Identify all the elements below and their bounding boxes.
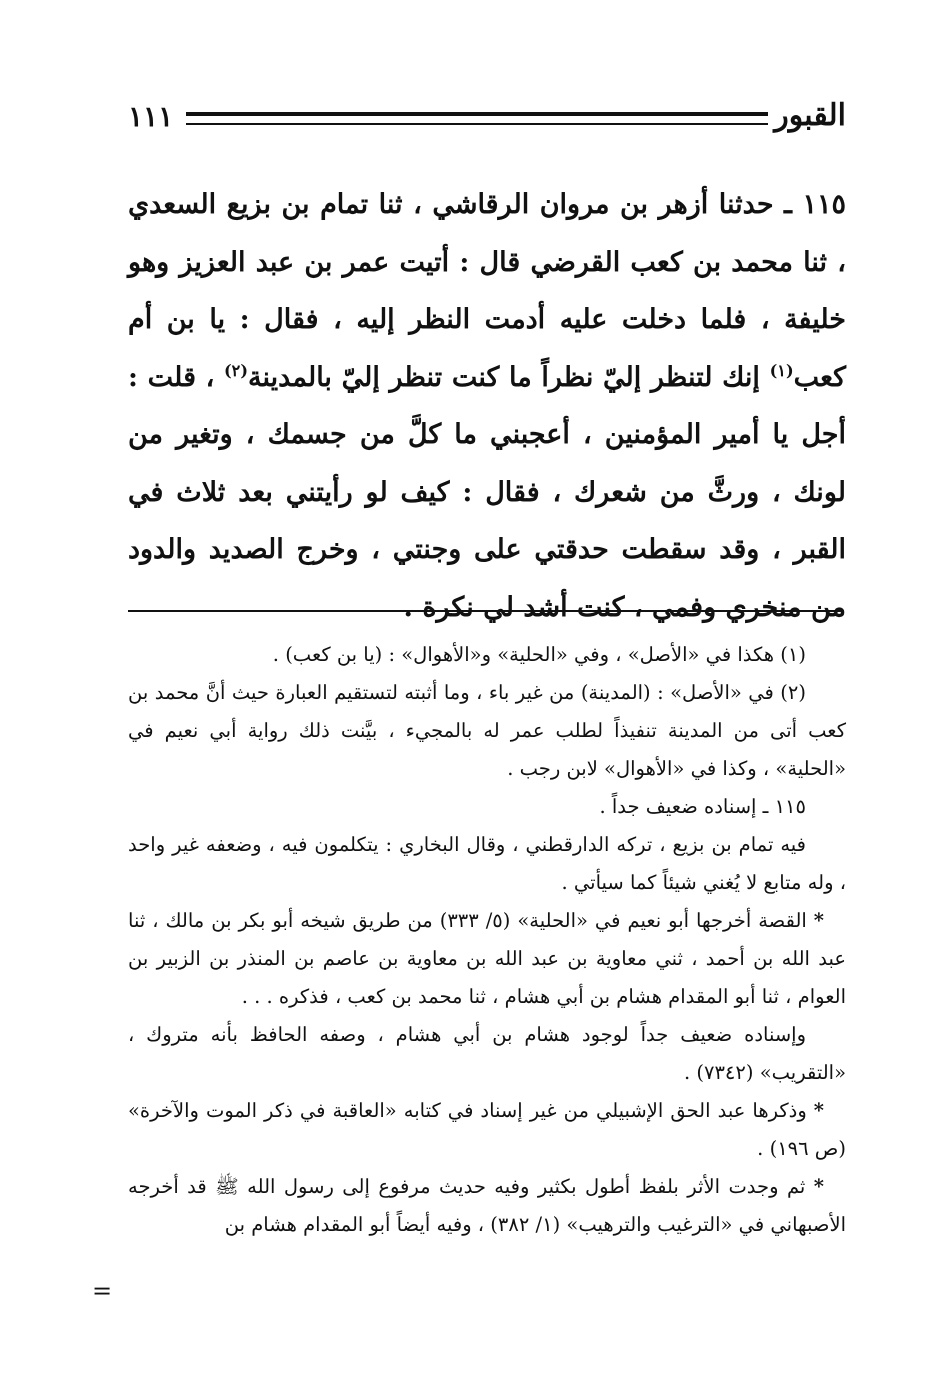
hadith-text-part-3: ، قلت : أجل يا أمير المؤمنين ، أعجبني ما كلَّ من جسمك ، وتغير من لونك ، ورثَّ من شعرك ، فقال : كيف لو رأيتني بعد ثلاث في القبر ، وقد سقطت حدقتي على وجنتي ، وخرج الصديد والدود من منخري وفمي ، كنت أشد لي نكرة . bbox=[128, 361, 846, 623]
commentary-paragraph-2-text: القصة أخرجها أبو نعيم في «الحلية» (٥/ ٣٣٣) من طريق شيخه أبو بكر بن مالك ، ثنا عبد الله بن أحمد ، ثني معاوية بن عبد الله بن معاوية بن عاصم بن المنذر بن الزبير بن العوام ، ثنا أبو المقدام هشام بن أبي هشام ، ثنا محمد بن كعب ، فذكره . . . bbox=[128, 909, 846, 1008]
commentary-paragraph-4-text: وذكرها عبد الحق الإشبيلي من غير إسناد في كتابه «العاقبة في ذكر الموت والآخرة» (ص ١٩٦) . bbox=[128, 1099, 846, 1160]
grading-line: ١١٥ ـ إسناده ضعيف جداً . bbox=[599, 795, 806, 818]
footnote-ref-1: (١) bbox=[769, 360, 794, 380]
commentary-paragraph-3: وإسناده ضعيف جداً لوجود هشام بن أبي هشام ، وصفه الحافظ بأنه متروك ، «التقريب» (٧٣٤٢) . bbox=[128, 1023, 846, 1084]
star-bullet-icon: * bbox=[813, 1099, 824, 1122]
hadith-text-part-1: ١١٥ ـ حدثنا أزهر بن مروان الرقاشي ، ثنا تمام بن بزيع السعدي ، ثنا محمد بن كعب القرضي قال : أتيت عمر بن عبد العزيز وهو خليفة ، فلما دخلت عليه أدمت النظر إليه ، فقال : يا بن أم كعب bbox=[128, 189, 847, 393]
commentary-paragraph-4 bbox=[128, 1092, 846, 1168]
footnotes bbox=[128, 636, 846, 1244]
star-bullet-icon: * bbox=[813, 909, 824, 932]
commentary-paragraph-5 bbox=[128, 1168, 846, 1244]
footnote-separator bbox=[128, 610, 844, 612]
page-number: ١١١ bbox=[128, 100, 174, 133]
continuation-mark: = bbox=[92, 1277, 113, 1305]
footnote-ref-2: (٢) bbox=[224, 360, 249, 380]
footnote-1: (١) هكذا في «الأصل» ، وفي «الحلية» و«الأهوال» : (يا بن كعب) . bbox=[272, 643, 806, 666]
page-header bbox=[128, 96, 846, 146]
hadith-paragraph bbox=[128, 176, 846, 636]
commentary-paragraph-1: فيه تمام بن بزيع ، تركه الدارقطني ، وقال البخاري : يتكلمون فيه ، وضعفه غير واحد ، وله متابع لا يُغني شيئاً كما سيأتي . bbox=[128, 833, 846, 894]
footnote-2: (٢) في «الأصل» : (المدينة) من غير باء ، وما أثبته لتستقيم العبارة حيث أنَّ محمد بن كعب أتى من المدينة تنفيذاً لطلب عمر له بالمجيء ، بيَّنت ذلك رواية أبي نعيم في «الحلية» ، وكذا في «الأهوال» لابن رجب . bbox=[128, 681, 846, 780]
commentary-paragraph-5-text: ثم وجدت الأثر بلفظ أطول بكثير وفيه حديث مرفوع إلى رسول الله ﷺ قد أخرجه الأصبهاني في «الترغيب والترهيب» (١/ ٣٨٢) ، وفيه أيضاً أبو المقدام هشام بن bbox=[128, 1175, 846, 1236]
hadith-text-part-2: إنك لتنظر إليّ نظراً ما كنت تنظر إليّ بالمدينة bbox=[248, 361, 770, 393]
commentary-paragraph-2 bbox=[128, 902, 846, 1016]
header-rule bbox=[186, 112, 768, 125]
star-bullet-icon: * bbox=[813, 1175, 824, 1198]
running-title: القبور bbox=[774, 98, 846, 133]
main-text bbox=[128, 176, 846, 636]
